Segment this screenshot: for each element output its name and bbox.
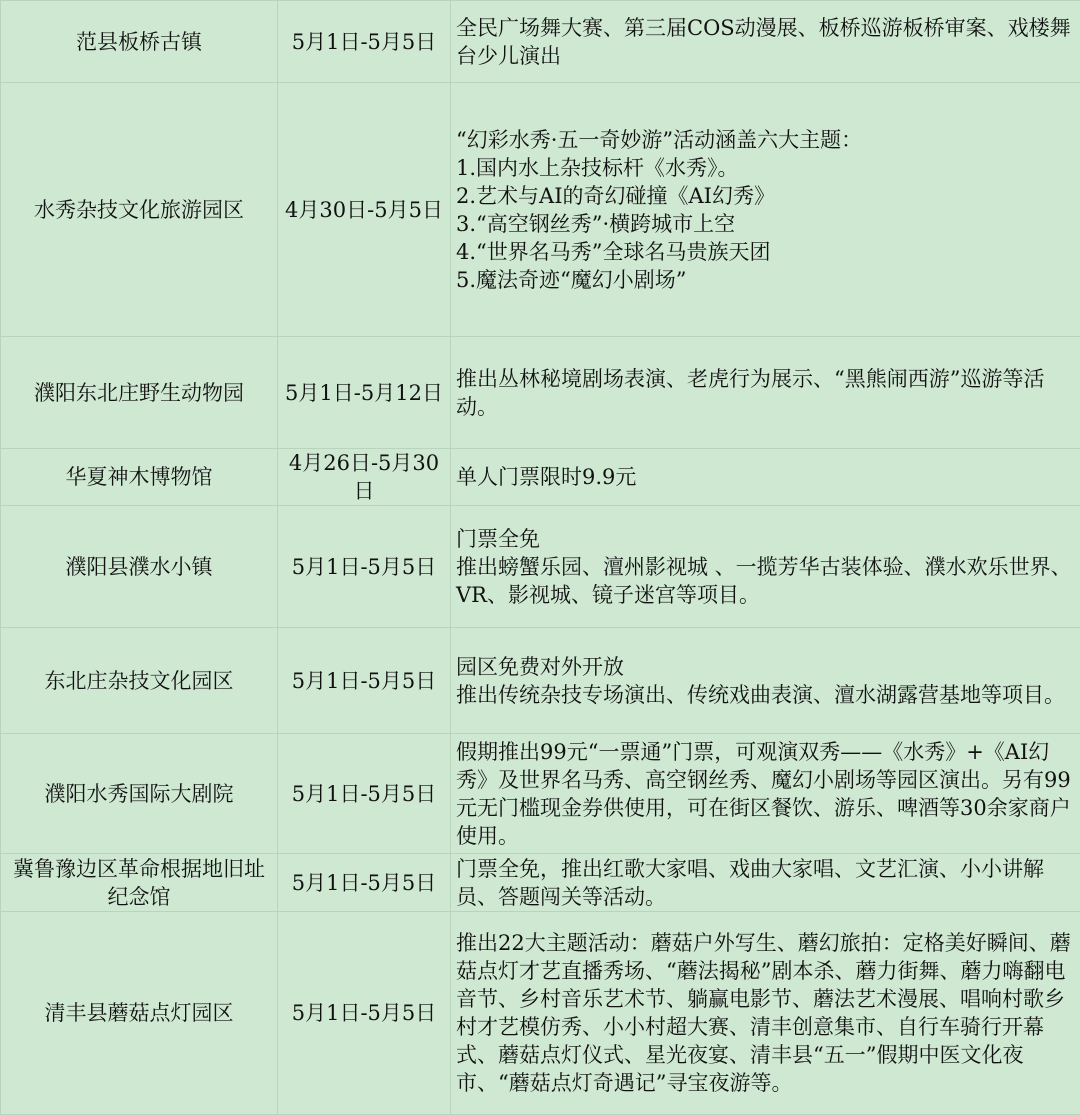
activity-cell: “幻彩水秀·五一奇妙游”活动涵盖六大主题： 1.国内水上杂技标杆《水秀》。 2.艺术与AI的奇幻碰撞《AI幻秀》 3.“高空钢丝秀”·横跨城市上空 4.“世界名马秀”全球名马贵族天团 5.魔法奇迹“魔幻小剧场”	[451, 83, 1080, 337]
venue-cell: 清丰县蘑菇点灯园区	[1, 912, 278, 1115]
venue-cell: 濮阳水秀国际大剧院	[1, 734, 278, 854]
table-row	[1, 449, 1080, 506]
date-cell: 5月1日-5月5日	[278, 734, 451, 854]
activity-cell: 门票全免，推出红歌大家唱、戏曲大家唱、文艺汇演、小小讲解员、答题闯关等活动。	[451, 854, 1080, 912]
activity-cell: 门票全免 推出螃蟹乐园、澶州影视城 、一揽芳华古装体验、濮水欢乐世界、VR、影视城、镜子迷宫等项目。	[451, 506, 1080, 628]
activity-cell: 推出22大主题活动：蘑菇户外写生、蘑幻旅拍：定格美好瞬间、蘑菇点灯才艺直播秀场、“蘑法揭秘”剧本杀、蘑力街舞、蘑力嗨翻电音节、乡村音乐艺术节、躺赢电影节、蘑法艺术漫展、唱响村歌乡村才艺模仿秀、小小村超大赛、清丰创意集市、自行车骑行开幕式、蘑菇点灯仪式、星光夜宴、清丰县“五一”假期中医文化夜市、“蘑菇点灯奇遇记”寻宝夜游等。	[451, 912, 1080, 1115]
activity-cell: 假期推出99元“一票通”门票，可观演双秀——《水秀》+《AI幻秀》及世界名马秀、高空钢丝秀、魔幻小剧场等园区演出。另有99元无门槛现金券供使用，可在街区餐饮、游乐、啤酒等30余家商户使用。	[451, 734, 1080, 854]
table-row	[1, 1, 1080, 83]
activity-cell: 推出丛林秘境剧场表演、老虎行为展示、“黑熊闹西游”巡游等活动。	[451, 337, 1080, 449]
date-cell: 5月1日-5月5日	[278, 912, 451, 1115]
venue-cell: 华夏神木博物馆	[1, 449, 278, 506]
activity-cell: 全民广场舞大赛、第三届COS动漫展、板桥巡游板桥审案、戏楼舞台少儿演出	[451, 1, 1080, 83]
date-cell: 5月1日-5月5日	[278, 854, 451, 912]
venue-cell: 濮阳县濮水小镇	[1, 506, 278, 628]
venue-cell: 濮阳东北庄野生动物园	[1, 337, 278, 449]
table-row	[1, 628, 1080, 734]
table-row	[1, 854, 1080, 912]
date-cell: 5月1日-5月5日	[278, 1, 451, 83]
venue-cell: 冀鲁豫边区革命根据地旧址纪念馆	[1, 854, 278, 912]
table-row	[1, 506, 1080, 628]
venue-cell: 水秀杂技文化旅游园区	[1, 83, 278, 337]
table-row	[1, 734, 1080, 854]
table-row	[1, 912, 1080, 1115]
venue-cell: 范县板桥古镇	[1, 1, 278, 83]
date-cell: 5月1日-5月5日	[278, 628, 451, 734]
date-cell: 5月1日-5月12日	[278, 337, 451, 449]
date-cell: 5月1日-5月5日	[278, 506, 451, 628]
venue-cell: 东北庄杂技文化园区	[1, 628, 278, 734]
activity-cell: 园区免费对外开放 推出传统杂技专场演出、传统戏曲表演、澶水湖露营基地等项目。	[451, 628, 1080, 734]
activity-cell: 单人门票限时9.9元	[451, 449, 1080, 506]
table-row	[1, 83, 1080, 337]
date-cell: 4月30日-5月5日	[278, 83, 451, 337]
table-row	[1, 337, 1080, 449]
date-cell: 4月26日-5月30日	[278, 449, 451, 506]
